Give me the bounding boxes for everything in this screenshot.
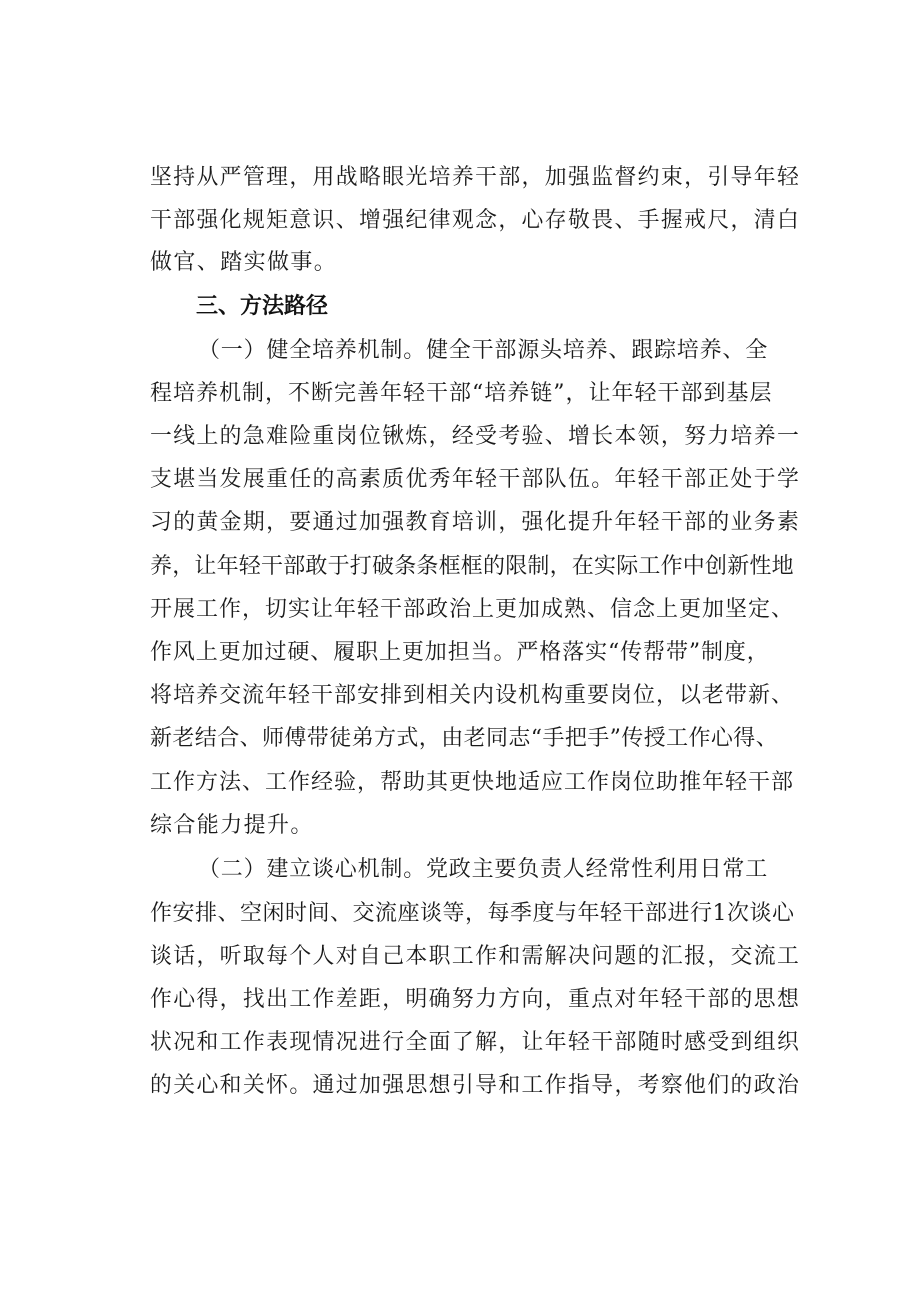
line-text: 工作方法、工作经验，帮助其更快地适应工作岗位助推年轻干部 bbox=[150, 770, 795, 795]
line-text: 坚持从严管理，用战略眼光培养干部，加强监督约束，引导年轻 bbox=[150, 165, 801, 190]
text-line bbox=[0, 850, 920, 890]
text-line bbox=[0, 980, 920, 1020]
text-line bbox=[0, 158, 920, 198]
text-line bbox=[0, 806, 920, 846]
line-text: 养，让年轻干部敢于打破条条框框的限制，在实际工作中创新性地 bbox=[150, 554, 794, 579]
line-text: 习的黄金期，要通过加强教育培训，强化提升年轻干部的业务素 bbox=[150, 510, 801, 535]
line-text: 新老结合、师傅带徒弟方式，由老同志“手把手”传授工作心得、 bbox=[150, 726, 779, 751]
text-line bbox=[0, 374, 920, 414]
text-line bbox=[0, 1023, 920, 1063]
text-line bbox=[0, 633, 920, 673]
line-text: 干部强化规矩意识、增强纪律观念，心存敬畏、手握戒尺，清白 bbox=[150, 208, 801, 233]
text-line bbox=[0, 460, 920, 500]
line-text: （一）健全培养机制。健全干部源头培养、跟踪培养、全 bbox=[198, 338, 769, 363]
text-line bbox=[0, 243, 920, 283]
line-text: 做官、踏实做事。 bbox=[150, 250, 338, 275]
text-line bbox=[0, 417, 920, 457]
line-text: 谈话，听取每个人对自己本职工作和需解决问题的汇报，交流工 bbox=[150, 944, 801, 969]
line-text: 作安排、空闲时间、交流座谈等，每季度与年轻干部进行1次谈心 bbox=[150, 901, 795, 926]
line-text: 状况和工作表现情况进行全面了解，让年轻干部随时感受到组织 bbox=[150, 1030, 801, 1055]
text-line bbox=[0, 719, 920, 759]
text-line bbox=[0, 331, 920, 371]
line-text: 一线上的急难险重岗位锹炼，经受考验、增长本领，努力培养一 bbox=[150, 424, 801, 449]
text-line bbox=[0, 1066, 920, 1106]
line-text: 支堪当发展重任的高素质优秀年轻干部队伍。年轻干部正处于学 bbox=[150, 467, 801, 492]
text-line bbox=[0, 547, 920, 587]
text-line bbox=[0, 894, 920, 934]
text-line bbox=[0, 937, 920, 977]
line-text: 作心得，找出工作差距，明确努力方向，重点对年轻干部的思想 bbox=[150, 987, 801, 1012]
text-line bbox=[0, 503, 920, 543]
line-text: 开展工作，切实让年轻干部政治上更加成熟、信念上更加坚定、 bbox=[150, 597, 795, 622]
line-text: （二）建立谈心机制。党政主要负责人经常性利用日常工 bbox=[198, 857, 769, 882]
text-line bbox=[0, 763, 920, 803]
text-line bbox=[0, 201, 920, 241]
text-line bbox=[0, 590, 920, 630]
line-text: 程培养机制，不断完善年轻干部“培养链”，让年轻干部到基层 bbox=[150, 381, 773, 406]
line-text: 的关心和关怀。通过加强思想引导和工作指导，考察他们的政治 bbox=[150, 1073, 801, 1098]
section-heading: 三、方法路径 bbox=[196, 294, 329, 319]
text-line bbox=[0, 676, 920, 716]
line-text: 作风上更加过硬、履职上更加担当。严格落实“传帮带”制度， bbox=[150, 640, 770, 665]
line-text: 将培养交流年轻干部安排到相关内设机构重要岗位，以老带新、 bbox=[150, 683, 795, 708]
line-text: 综合能力提升。 bbox=[150, 813, 314, 838]
